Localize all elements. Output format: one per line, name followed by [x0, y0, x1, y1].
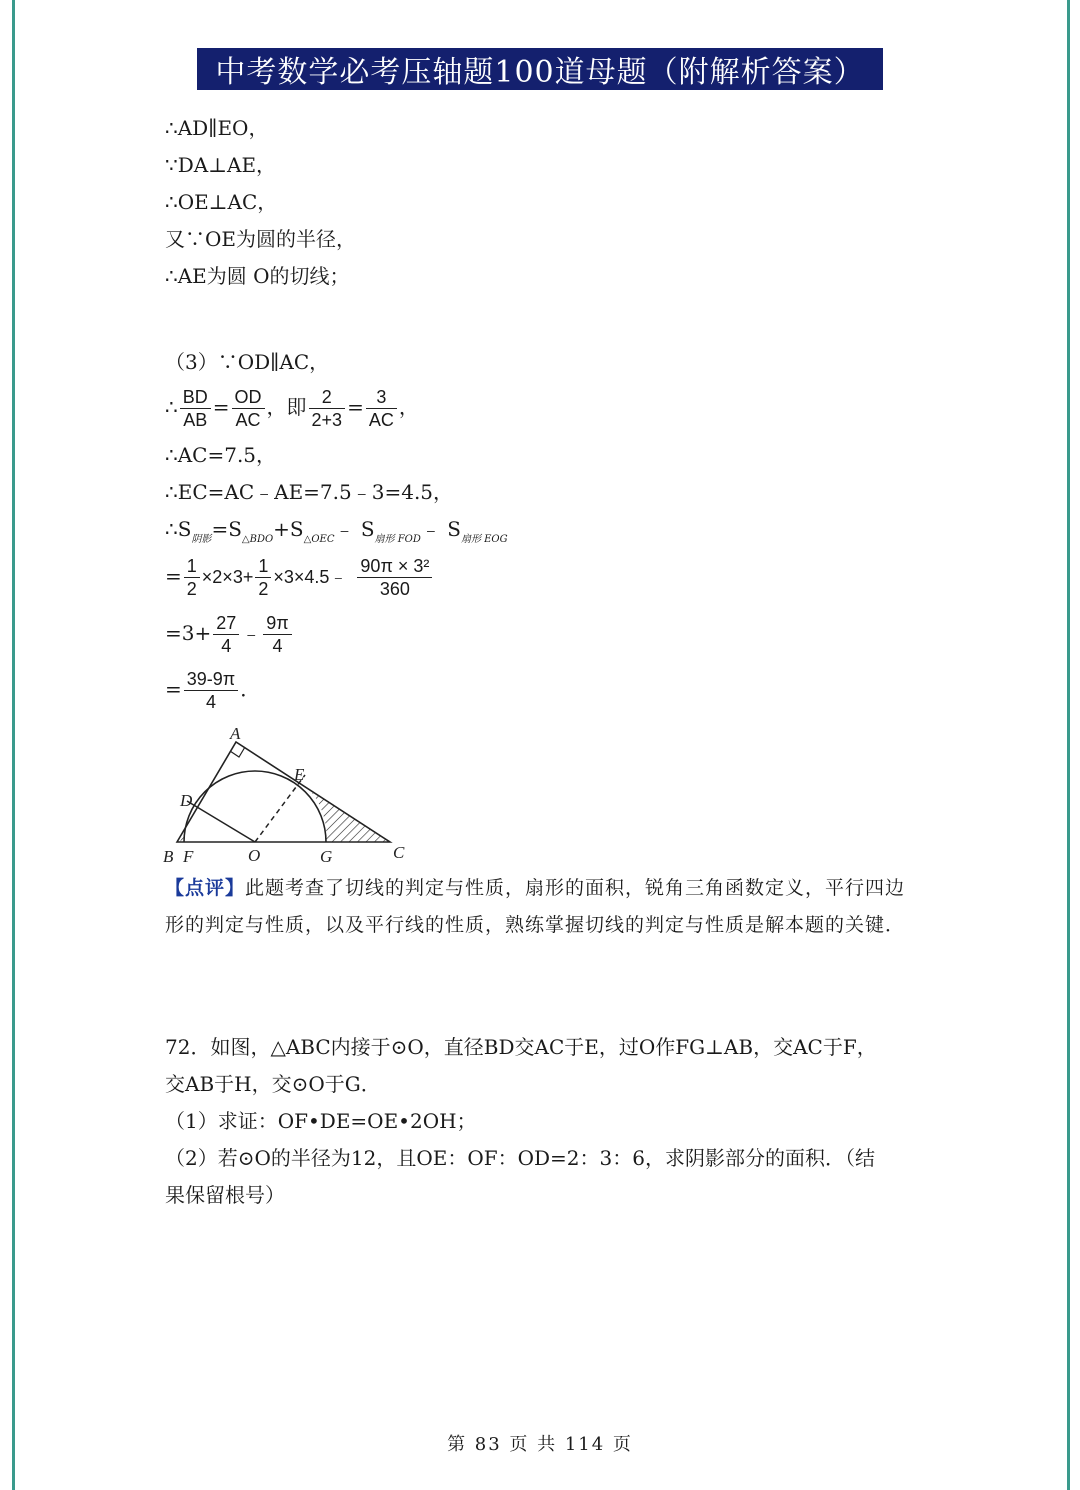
label-o: O: [248, 846, 261, 865]
proof-line-1: ∴AD∥EO，: [165, 116, 269, 140]
label-c: C: [393, 843, 405, 862]
area-step-1: = $\frac{1}{2}$ ×2×3+ $\frac{1}{2}$ ×3×4.5﹣ $\frac{\text{90π × 3²}}{360}$: [165, 555, 434, 600]
problem72-line-1: 72．如图，△ABC内接于⊙O，直径BD交AC于E，过O作FG⊥AB，交AC于F，: [165, 1035, 877, 1059]
part3-line-4: ∴EC=AC﹣AE=7.5﹣3=4.5，: [165, 480, 454, 504]
problem72-line-4: （2）若⊙O的半径为12，且OE：OF：OD=2：3：6，求阴影部分的面积．（结: [165, 1146, 875, 1170]
fraction-27-4: $\frac{27}{4}$: [213, 612, 239, 657]
proof-line-5: ∴AE为圆 O的切线；: [165, 264, 350, 288]
fraction-half-2: $\frac{1}{2}$: [255, 555, 271, 600]
fraction-final: $\frac{39-9\pi}{4}$: [184, 668, 238, 713]
fraction-9pi-4: $\frac{9\pi}{4}$: [263, 612, 291, 657]
fraction-2-5: $\frac{2}{2+3}$: [309, 386, 346, 431]
proof-line-4: 又∵OE为圆的半径，: [165, 227, 356, 251]
page-number: 第 83 页 共 114 页: [447, 1434, 633, 1455]
page-title-banner: 中考数学必考压轴题100道母题（附解析答案）: [197, 48, 883, 90]
label-a: A: [230, 725, 241, 743]
geometry-figure: [160, 725, 420, 870]
label-e: E: [294, 765, 305, 784]
area-step-2: =3+ $\frac{27}{4}$ ﹣ $\frac{9\pi}{4}$: [165, 612, 294, 657]
page-border-right: [1067, 0, 1070, 1490]
proof-line-2: ∵DA⊥AE，: [165, 153, 277, 177]
label-f: F: [183, 847, 194, 866]
label-d: D: [180, 791, 193, 810]
label-g: G: [320, 847, 333, 866]
fraction-3-ac: $\frac{3}{AC}$: [366, 386, 397, 431]
part3-ratio-line: ∴ $\frac{BD}{AB}$ = $\frac{OD}{AC}$ ，即 $\frac{2}{2+3}$ = $\frac{3}{AC}$ ，: [165, 387, 419, 430]
fraction-sector: $\frac{\text{90π × 3²}}{360}$: [357, 555, 432, 600]
area-formula-line: $\therefore S_{阴影}=S_{\triangle BDO}+S_{\triangle OEC}﹣$ $S_{扇形 FOD}﹣$ $S_{扇形 EOG}$: [165, 517, 508, 545]
fraction-bd-ab: $\frac{BD}{AB}$: [180, 386, 211, 431]
part3-line-1: （3）∵OD∥AC，: [165, 350, 330, 374]
part3-line-3: ∴AC=7.5，: [165, 443, 277, 467]
problem72-line-2: 交AB于H，交⊙O于G．: [165, 1072, 381, 1096]
comment-tag: 【点评】: [165, 877, 246, 899]
label-b: B: [163, 847, 174, 866]
semicircle: [184, 771, 326, 842]
segment-od: [187, 801, 255, 842]
page-border-left: [12, 0, 15, 1490]
proof-line-3: ∴OE⊥AC，: [165, 190, 278, 214]
fraction-half-1: $\frac{1}{2}$: [184, 555, 200, 600]
area-result: = $\frac{39-9\pi}{4}$ ．: [165, 669, 261, 712]
comment-paragraph: 【点评】此题考查了切线的判定与性质，扇形的面积，锐角三角函数定义，平行四边形的判定与性质，以及平行线的性质，熟练掌握切线的判定与性质是解本题的关键．: [165, 877, 906, 936]
problem72-line-5: 果保留根号）: [165, 1183, 285, 1207]
fraction-od-ac: $\frac{OD}{AC}$: [232, 386, 265, 431]
problem72-line-3: （1）求证：OF•DE=OE•2OH；: [165, 1109, 477, 1133]
